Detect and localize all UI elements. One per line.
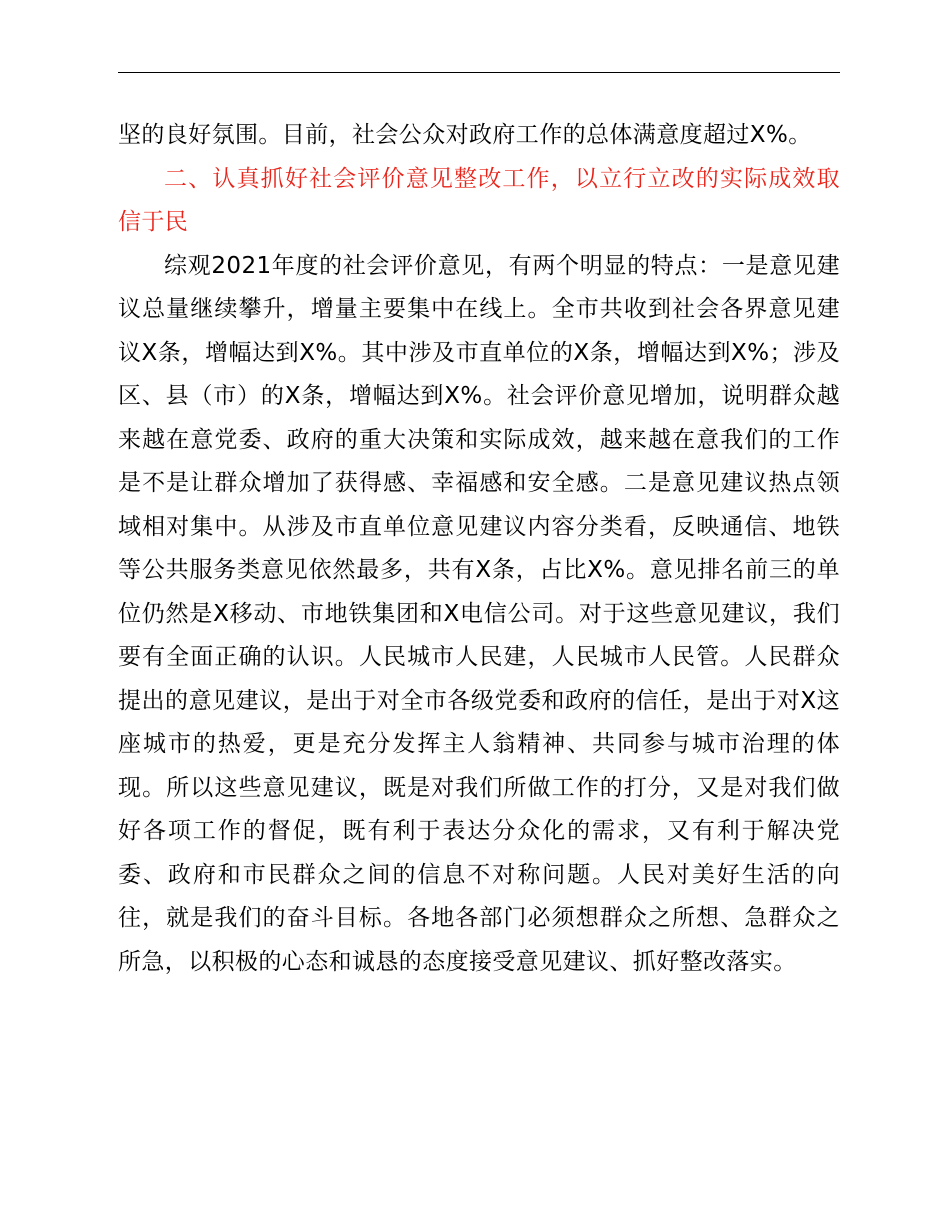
header-rule: [118, 72, 840, 73]
body-paragraph: 综观2021年度的社会评价意见，有两个明显的特点：一是意见建议总量继续攀升，增量主要集中在线上。全市共收到社会各界意见建议X条，增幅达到X%。其中涉及市直单位的X条，增幅达到X%；涉及区、县（市）的X条，增幅达到X%。社会评价意见增加，说明群众越来越在意党委、政府的重大决策和实际成效，越来越在意我们的工作是不是让群众增加了获得感、幸福感和安全感。二是意见建议热点领域相对集中。从涉及市直单位意见建议内容分类看，反映通信、地铁等公共服务类意见依然最多，共有X条，占比X%。意见排名前三的单位仍然是X移动、市地铁集团和X电信公司。对于这些意见建议，我们要有全面正确的认识。人民城市人民建，人民城市人民管。人民群众提出的意见建议，是出于对全市各级党委和政府的信任，是出于对X这座城市的热爱，更是充分发挥主人翁精神、共同参与城市治理的体现。所以这些意见建议，既是对我们所做工作的打分，又是对我们做好各项工作的督促，既有利于表达分众化的需求，又有利于解决党委、政府和市民群众之间的信息不对称问题。人民对美好生活的向往，就是我们的奋斗目标。各地各部门必须想群众之所想、急群众之所急，以积极的心态和诚恳的态度接受意见建议、抓好整改落实。: [118, 252, 840, 975]
continued-paragraph: 坚的良好氛围。目前，社会公众对政府工作的总体满意度超过X%。: [118, 122, 812, 148]
document-body: [118, 114, 840, 984]
section-heading: 二、认真抓好社会评价意见整改工作，以立行立改的实际成效取信于民: [118, 165, 840, 235]
